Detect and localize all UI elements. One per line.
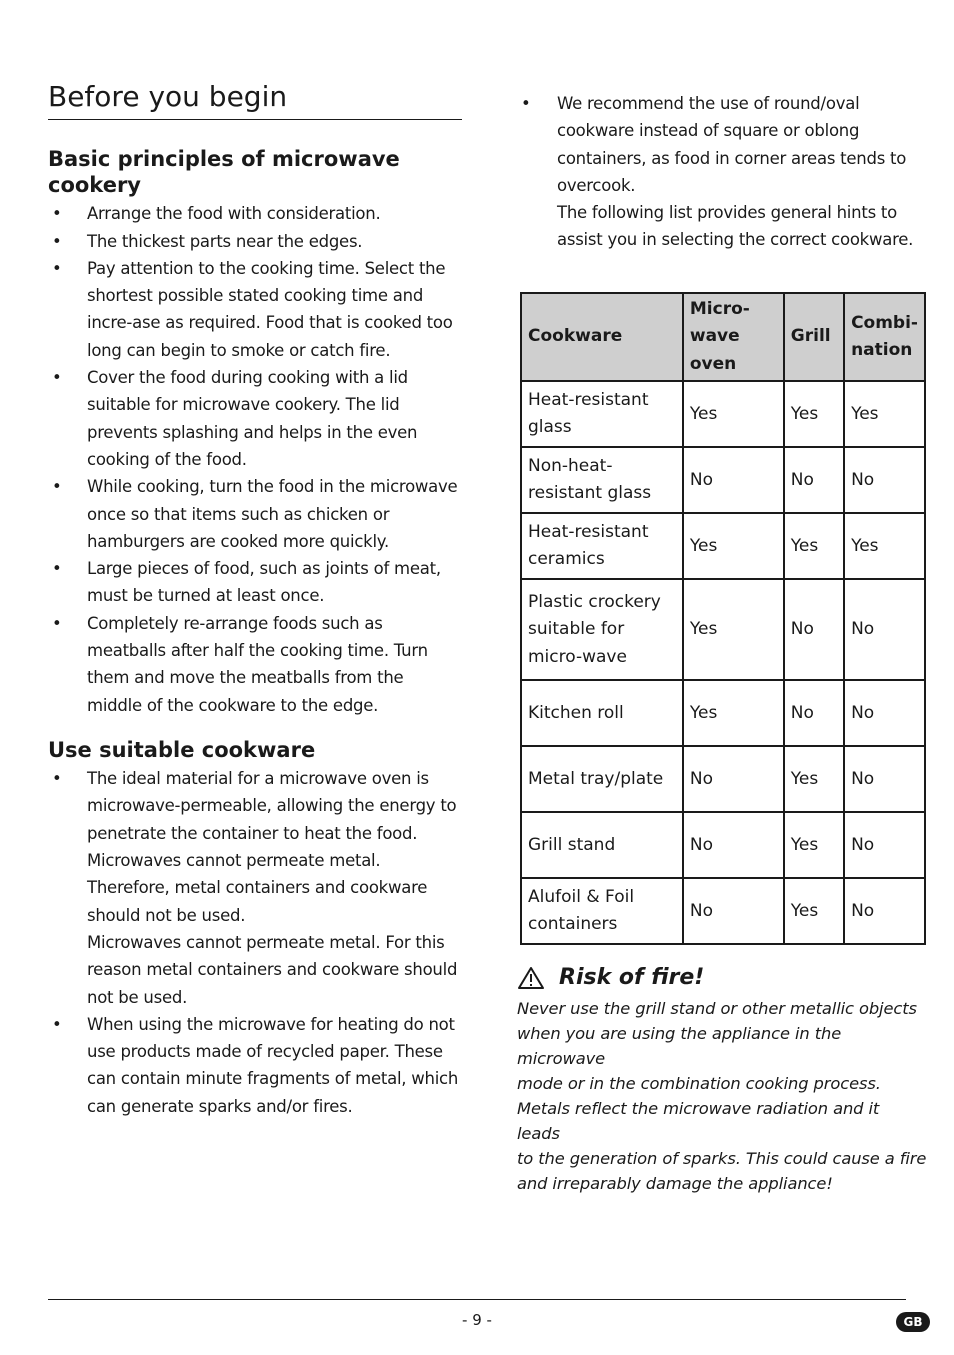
list-item: • Large pieces of food, such as joints of meat, must be turned at least once. — [48, 555, 462, 610]
warning-triangle-icon — [517, 966, 545, 990]
table-cell: No — [844, 878, 925, 944]
cookware-table — [520, 292, 926, 946]
table-cell: Yes — [784, 746, 844, 812]
suitable-cookware-list — [48, 765, 462, 1120]
table-cell: Yes — [784, 513, 844, 579]
table-cell: Plastic crockery suitable for micro-wave — [521, 579, 683, 680]
table-cell: Grill stand — [521, 812, 683, 878]
list-item: • Completely re-arrange foods such as meatballs after half the cooking time. Turn them and move the meatballs from the middle of the cookware to the edge. — [48, 610, 462, 719]
table-cell: Metal tray/plate — [521, 746, 683, 812]
table-cell: Yes — [683, 513, 784, 579]
table-cell: Yes — [683, 579, 784, 680]
table-cell: Yes — [784, 812, 844, 878]
list-item: • Cover the food during cooking with a lid suitable for microwave cookery. The lid prevents splashing and helps in the even cooking of the food. — [48, 364, 462, 473]
table-row — [521, 746, 925, 812]
risk-warning-text: Never use the grill stand or other metallic objects when you are using the appliance in the microwave mode or in the combination cooking process. Metals reflect the microwave radiation and it leads to the generation of sparks. This could cause a fire and irreparably damage the appliance! — [517, 998, 927, 1193]
page-title: Before you begin — [48, 82, 462, 120]
table-cell: No — [784, 579, 844, 680]
table-header-microwave: Micro-wave oven — [683, 293, 784, 382]
table-cell: No — [784, 447, 844, 513]
table-cell: No — [683, 812, 784, 878]
table-row — [521, 381, 925, 447]
table-cell: No — [683, 878, 784, 944]
basic-principles-list — [48, 200, 462, 719]
cookware-shape-list — [517, 90, 927, 254]
table-cell: Kitchen roll — [521, 680, 683, 746]
table-header-row — [521, 293, 925, 382]
table-cell: No — [844, 680, 925, 746]
list-item: • We recommend the use of round/oval cookware instead of square or oblong containers, as food in corner areas tends to overcook. The following list provides general hints to assist you in selecting the correct cookware. — [517, 90, 927, 254]
table-row — [521, 680, 925, 746]
table-cell: No — [844, 746, 925, 812]
table-cell: No — [784, 680, 844, 746]
table-row — [521, 513, 925, 579]
table-row — [521, 812, 925, 878]
table-cell: Alufoil & Foil containers — [521, 878, 683, 944]
list-item: • While cooking, turn the food in the microwave once so that items such as chicken or hamburgers are cooked more quickly. — [48, 473, 462, 555]
table-header-combination: Combi-nation — [844, 293, 925, 382]
risk-heading-text: Risk of fire! — [559, 965, 705, 991]
list-item: • When using the microwave for heating do not use products made of recycled paper. These can contain minute fragments of metal, which can generate sparks and/or fires. — [48, 1011, 462, 1120]
table-cell: Non-heat-resistant glass — [521, 447, 683, 513]
table-row — [521, 579, 925, 680]
table-header-cookware: Cookware — [521, 293, 683, 382]
list-item: • The ideal material for a microwave oven is microwave-permeable, allowing the energy to penetrate the container to heat the food. Microwaves cannot permeate metal. Therefore, metal containers and cookware should not be used. Microwaves cannot permeate metal. For this reason metal containers and cookware should not be used. — [48, 765, 462, 1011]
risk-heading — [517, 965, 927, 991]
right-column — [517, 88, 927, 1196]
table-header-grill: Grill — [784, 293, 844, 382]
section-heading-basic-principles: Basic principles of microwave cookery — [48, 146, 400, 198]
table-cell: Yes — [844, 381, 925, 447]
table-cell: No — [683, 746, 784, 812]
table-row — [521, 878, 925, 944]
table-cell: Yes — [683, 381, 784, 447]
list-item: • Pay attention to the cooking time. Select the shortest possible stated cooking time and incre-ase as required. Food that is cooked too long can begin to smoke or catch fire. — [48, 255, 462, 364]
table-cell: Yes — [784, 878, 844, 944]
table-cell: Heat-resistant ceramics — [521, 513, 683, 579]
table-cell: Heat-resistant glass — [521, 381, 683, 447]
table-cell: No — [844, 579, 925, 680]
section-heading-suitable-cookware: Use suitable cookware — [48, 737, 316, 762]
table-cell: No — [683, 447, 784, 513]
page-number: - 9 - — [462, 1311, 492, 1329]
table-cell: No — [844, 812, 925, 878]
table-cell: Yes — [844, 513, 925, 579]
table-cell: Yes — [784, 381, 844, 447]
list-item: • The thickest parts near the edges. — [48, 228, 462, 255]
footer-divider — [48, 1299, 906, 1300]
table-cell: Yes — [683, 680, 784, 746]
table-cell: No — [844, 447, 925, 513]
list-item: • Arrange the food with consideration. — [48, 200, 462, 227]
left-column — [48, 82, 462, 1120]
table-row — [521, 447, 925, 513]
language-badge: GB — [896, 1312, 930, 1332]
